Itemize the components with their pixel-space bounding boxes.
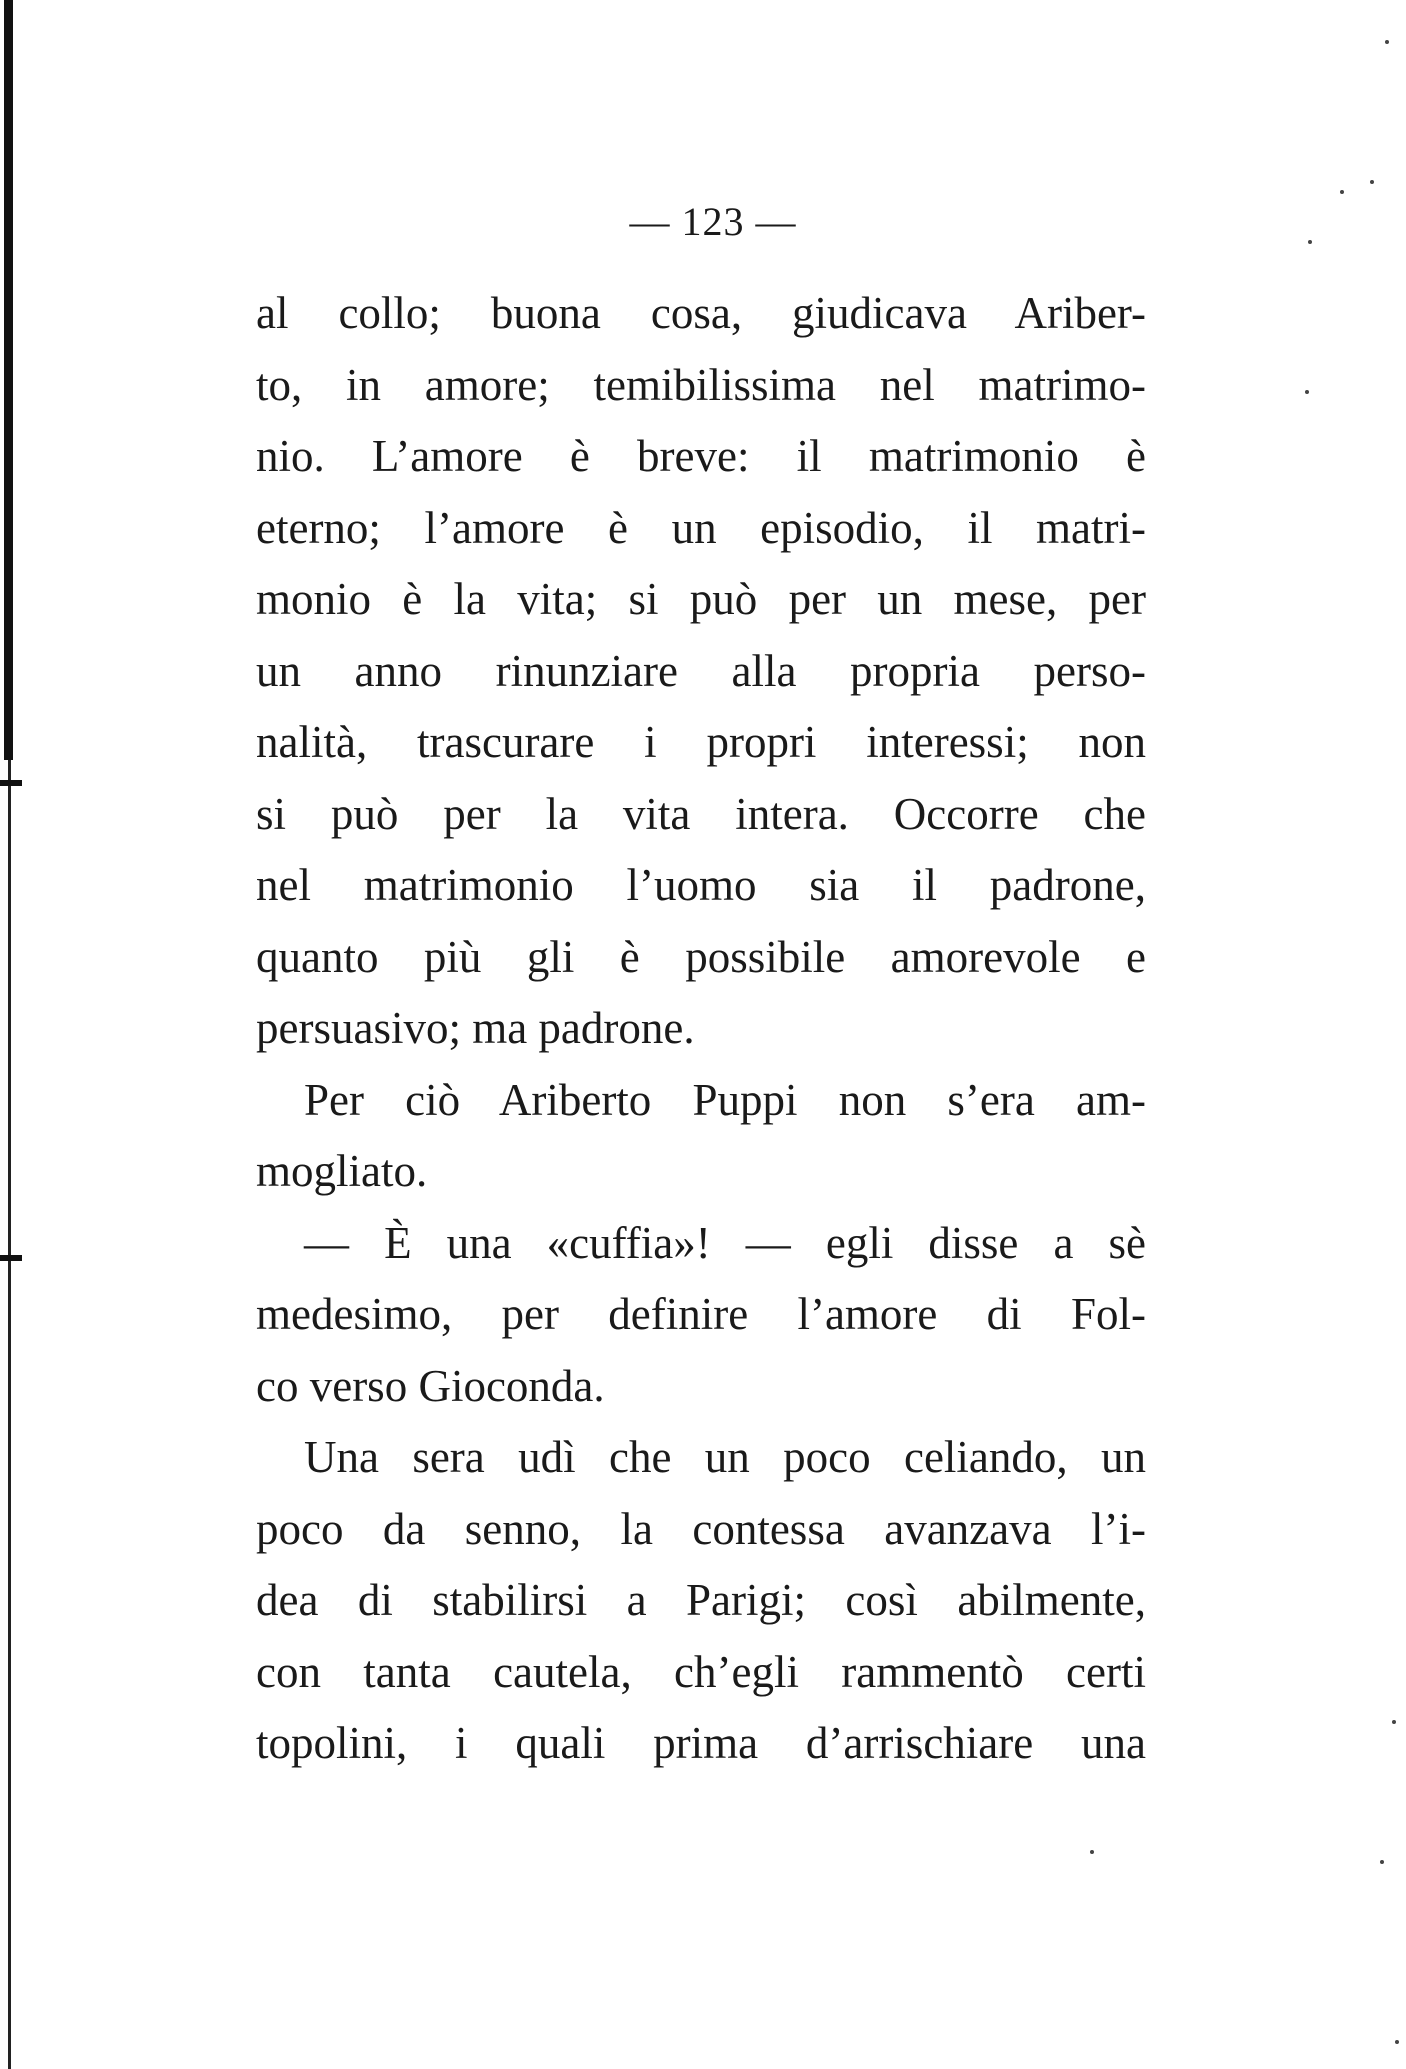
text-line: mogliato.: [256, 1146, 428, 1196]
text-line: persuasivo; ma padrone.: [256, 1003, 695, 1053]
paper-speck: [1392, 1720, 1396, 1724]
spine-dark-band: [4, 0, 13, 760]
spine-binding-line: [8, 760, 11, 2069]
text-line: nel matrimonio l’uomo sia il padrone,: [256, 860, 1146, 910]
paper-speck: [1305, 390, 1309, 394]
book-spine-edge: [0, 0, 44, 2069]
text-line: Per ciò Ariberto Puppi non s’era am-: [304, 1074, 1146, 1125]
text-line: Una sera udì che un poco celiando, un: [304, 1432, 1146, 1482]
text-line: al collo; buona cosa, giudicava Ariber-: [256, 288, 1146, 338]
text-line: eterno; l’amore è un episodio, il matri-: [256, 502, 1146, 553]
paper-speck: [1380, 1860, 1384, 1864]
page-number: — 123 —: [629, 199, 797, 244]
text-line: nalità, trascurare i propri interessi; non: [256, 717, 1146, 767]
text-line: con tanta cautela, ch’egli rammentò certi: [256, 1646, 1146, 1697]
body-text: [256, 278, 1146, 1780]
paper-speck: [1090, 1850, 1094, 1854]
text-line: monio è la vita; si può per un mese, per: [256, 574, 1146, 624]
text-line: quanto più gli è possibile amorevole e: [256, 931, 1146, 982]
text-line: topolini, i quali prima d’arrischiare una: [256, 1718, 1146, 1768]
text-line: to, in amore; temibilissima nel matrimo-: [256, 359, 1146, 410]
text-line: medesimo, per definire l’amore di Fol-: [256, 1289, 1146, 1339]
text-line: un anno rinunziare alla propria perso-: [256, 645, 1146, 696]
paper-speck: [1385, 40, 1389, 44]
text-line: poco da senno, la contessa avanzava l’i-: [256, 1503, 1146, 1554]
spine-mark: [0, 1255, 22, 1261]
paper-speck: [1370, 180, 1374, 184]
text-line: si può per la vita intera. Occorre che: [256, 788, 1146, 839]
text-line: dea di stabilirsi a Parigi; così abilmente,: [256, 1575, 1146, 1625]
spine-mark: [0, 780, 22, 786]
paper-speck: [1395, 2040, 1399, 2044]
text-line: nio. L’amore è breve: il matrimonio è: [256, 431, 1146, 481]
text-line: — È una «cuffia»! — egli disse a sè: [304, 1217, 1146, 1268]
paper-speck: [1340, 190, 1344, 194]
text-line: co verso Gioconda.: [256, 1360, 605, 1411]
